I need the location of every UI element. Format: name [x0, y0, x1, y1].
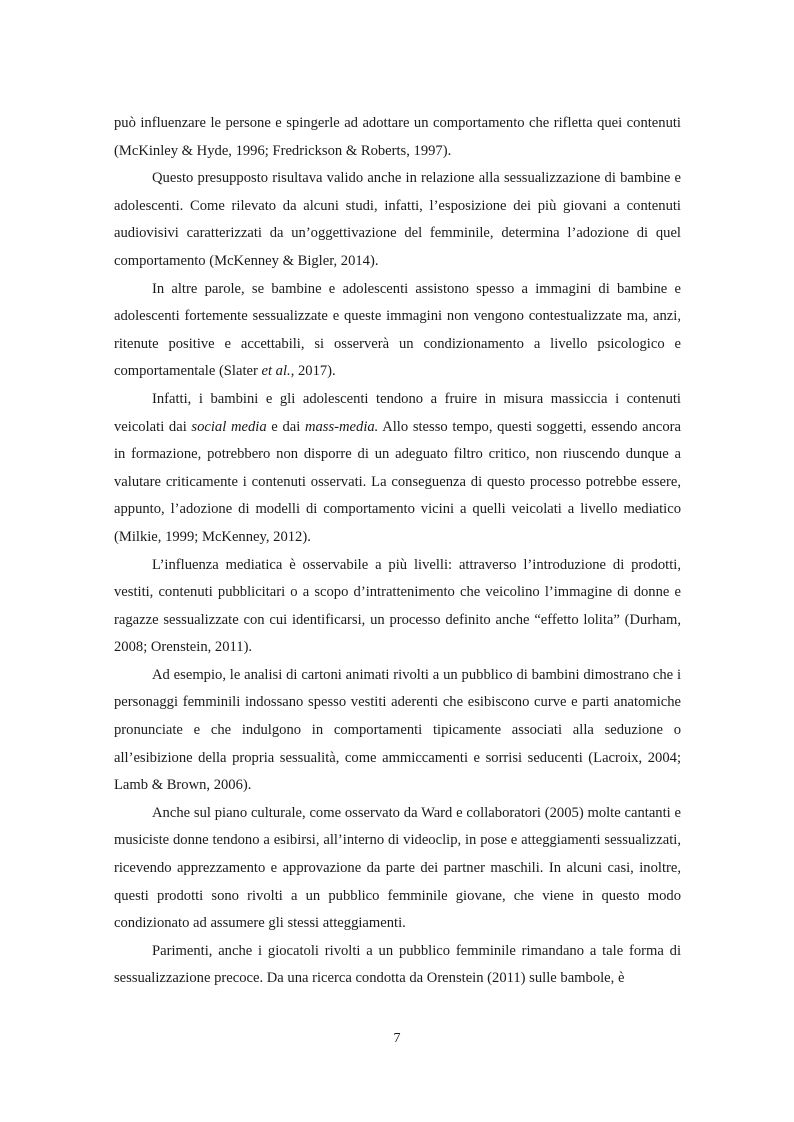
text-run: Questo presupposto risultava valido anche in relazione alla sessualizzazione di bambine e adolescenti. Come rilevato da alcuni studi, infatti, l’esposizione dei più giovani a contenuti audiovisivi caratterizzati da un’oggettivazione del femminile, determina l’adozione di quel comportamento (McKenney & Bigler, 2014). — [114, 170, 681, 269]
italic-text: social media — [191, 418, 267, 435]
italic-text: et al. — [261, 363, 291, 380]
text-run: In altre parole, se bambine e adolescenti assistono spesso a immagini di bambine e adolescenti fortemente sessualizzate e queste immagini non vengono contestualizzate ma, anzi, ritenute positive e accettabili, si osserverà un condizionamento a livello psicologico e comportamentale (Slater — [114, 280, 681, 380]
text-run: Anche sul piano culturale, come osservato da Ward e collaboratori (2005) molte cantanti e musiciste donne tendono a esibirsi, all’interno di videoclip, in pose e atteggiamenti sessualizzati, ricevendo apprezzamento e approvazione da parte dei partner maschili. In alcuni casi, inoltre, questi prodotti sono rivolti a un pubblico femminile giovane, che viene in questo modo condizionato ad assumere gli stessi atteggiamenti. — [114, 804, 681, 932]
paragraph — [114, 276, 681, 386]
body-text — [114, 110, 681, 993]
paragraph — [114, 662, 681, 800]
paragraph — [114, 800, 681, 938]
paragraph — [114, 110, 681, 165]
text-run: Allo stesso tempo, questi soggetti, essendo ancora in formazione, potrebbero non disporre di un adeguato filtro critico, non riuscendo dunque a valutare criticamente i contenuti osservati. La conseguenza di questo processo potrebbe essere, appunto, l’adozione di modelli di comportamento vicini a quelli veicolati a livello mediatico (Milkie, 1999; McKenney, 2012). — [114, 418, 681, 545]
text-run: può influenzare le persone e spingerle ad adottare un comportamento che rifletta quei contenuti (McKinley & Hyde, 1996; Fredrickson & Roberts, 1997). — [114, 115, 681, 159]
text-run: , 2017). — [290, 363, 336, 380]
italic-text: mass-media. — [304, 418, 379, 435]
page-number: 7 — [393, 1031, 401, 1046]
text-run: Infatti, i bambini e gli adolescenti tendono a fruire in misura massiccia i contenuti veicolati dai — [114, 390, 681, 435]
text-run: Parimenti, anche i giocatoli rivolti a un pubblico femminile rimandano a tale forma di sessualizzazione precoce. Da una ricerca condotta da Orenstein (2011) sulle bambole, è — [114, 942, 681, 987]
paragraph — [114, 938, 681, 993]
paragraph — [114, 386, 681, 552]
text-run: e dai — [266, 418, 305, 435]
text-run: L’influenza mediatica è osservabile a più livelli: attraverso l’introduzione di prodotti, vestiti, contenuti pubblicitari o a scopo d’intrattenimento che veicolino l’immagine di donne e ragazze sessualizzate con cui identificarsi, un processo definito anche “effetto lolita” (Durham, 2008; Orenstein, 2011). — [114, 556, 681, 656]
text-run: Ad esempio, le analisi di cartoni animati rivolti a un pubblico di bambini dimostrano che i personaggi femminili indossano spesso vestiti aderenti che esibiscono curve e parti anatomiche pronunciate e che indulgono in comportamenti tipicamente associati alla seduzione o all’esibizione della propria sessualità, come ammiccamenti e sorrisi seducenti (Lacroix, 2004; Lamb & Brown, 2006). — [114, 666, 681, 794]
paragraph — [114, 165, 681, 275]
paragraph — [114, 552, 681, 662]
